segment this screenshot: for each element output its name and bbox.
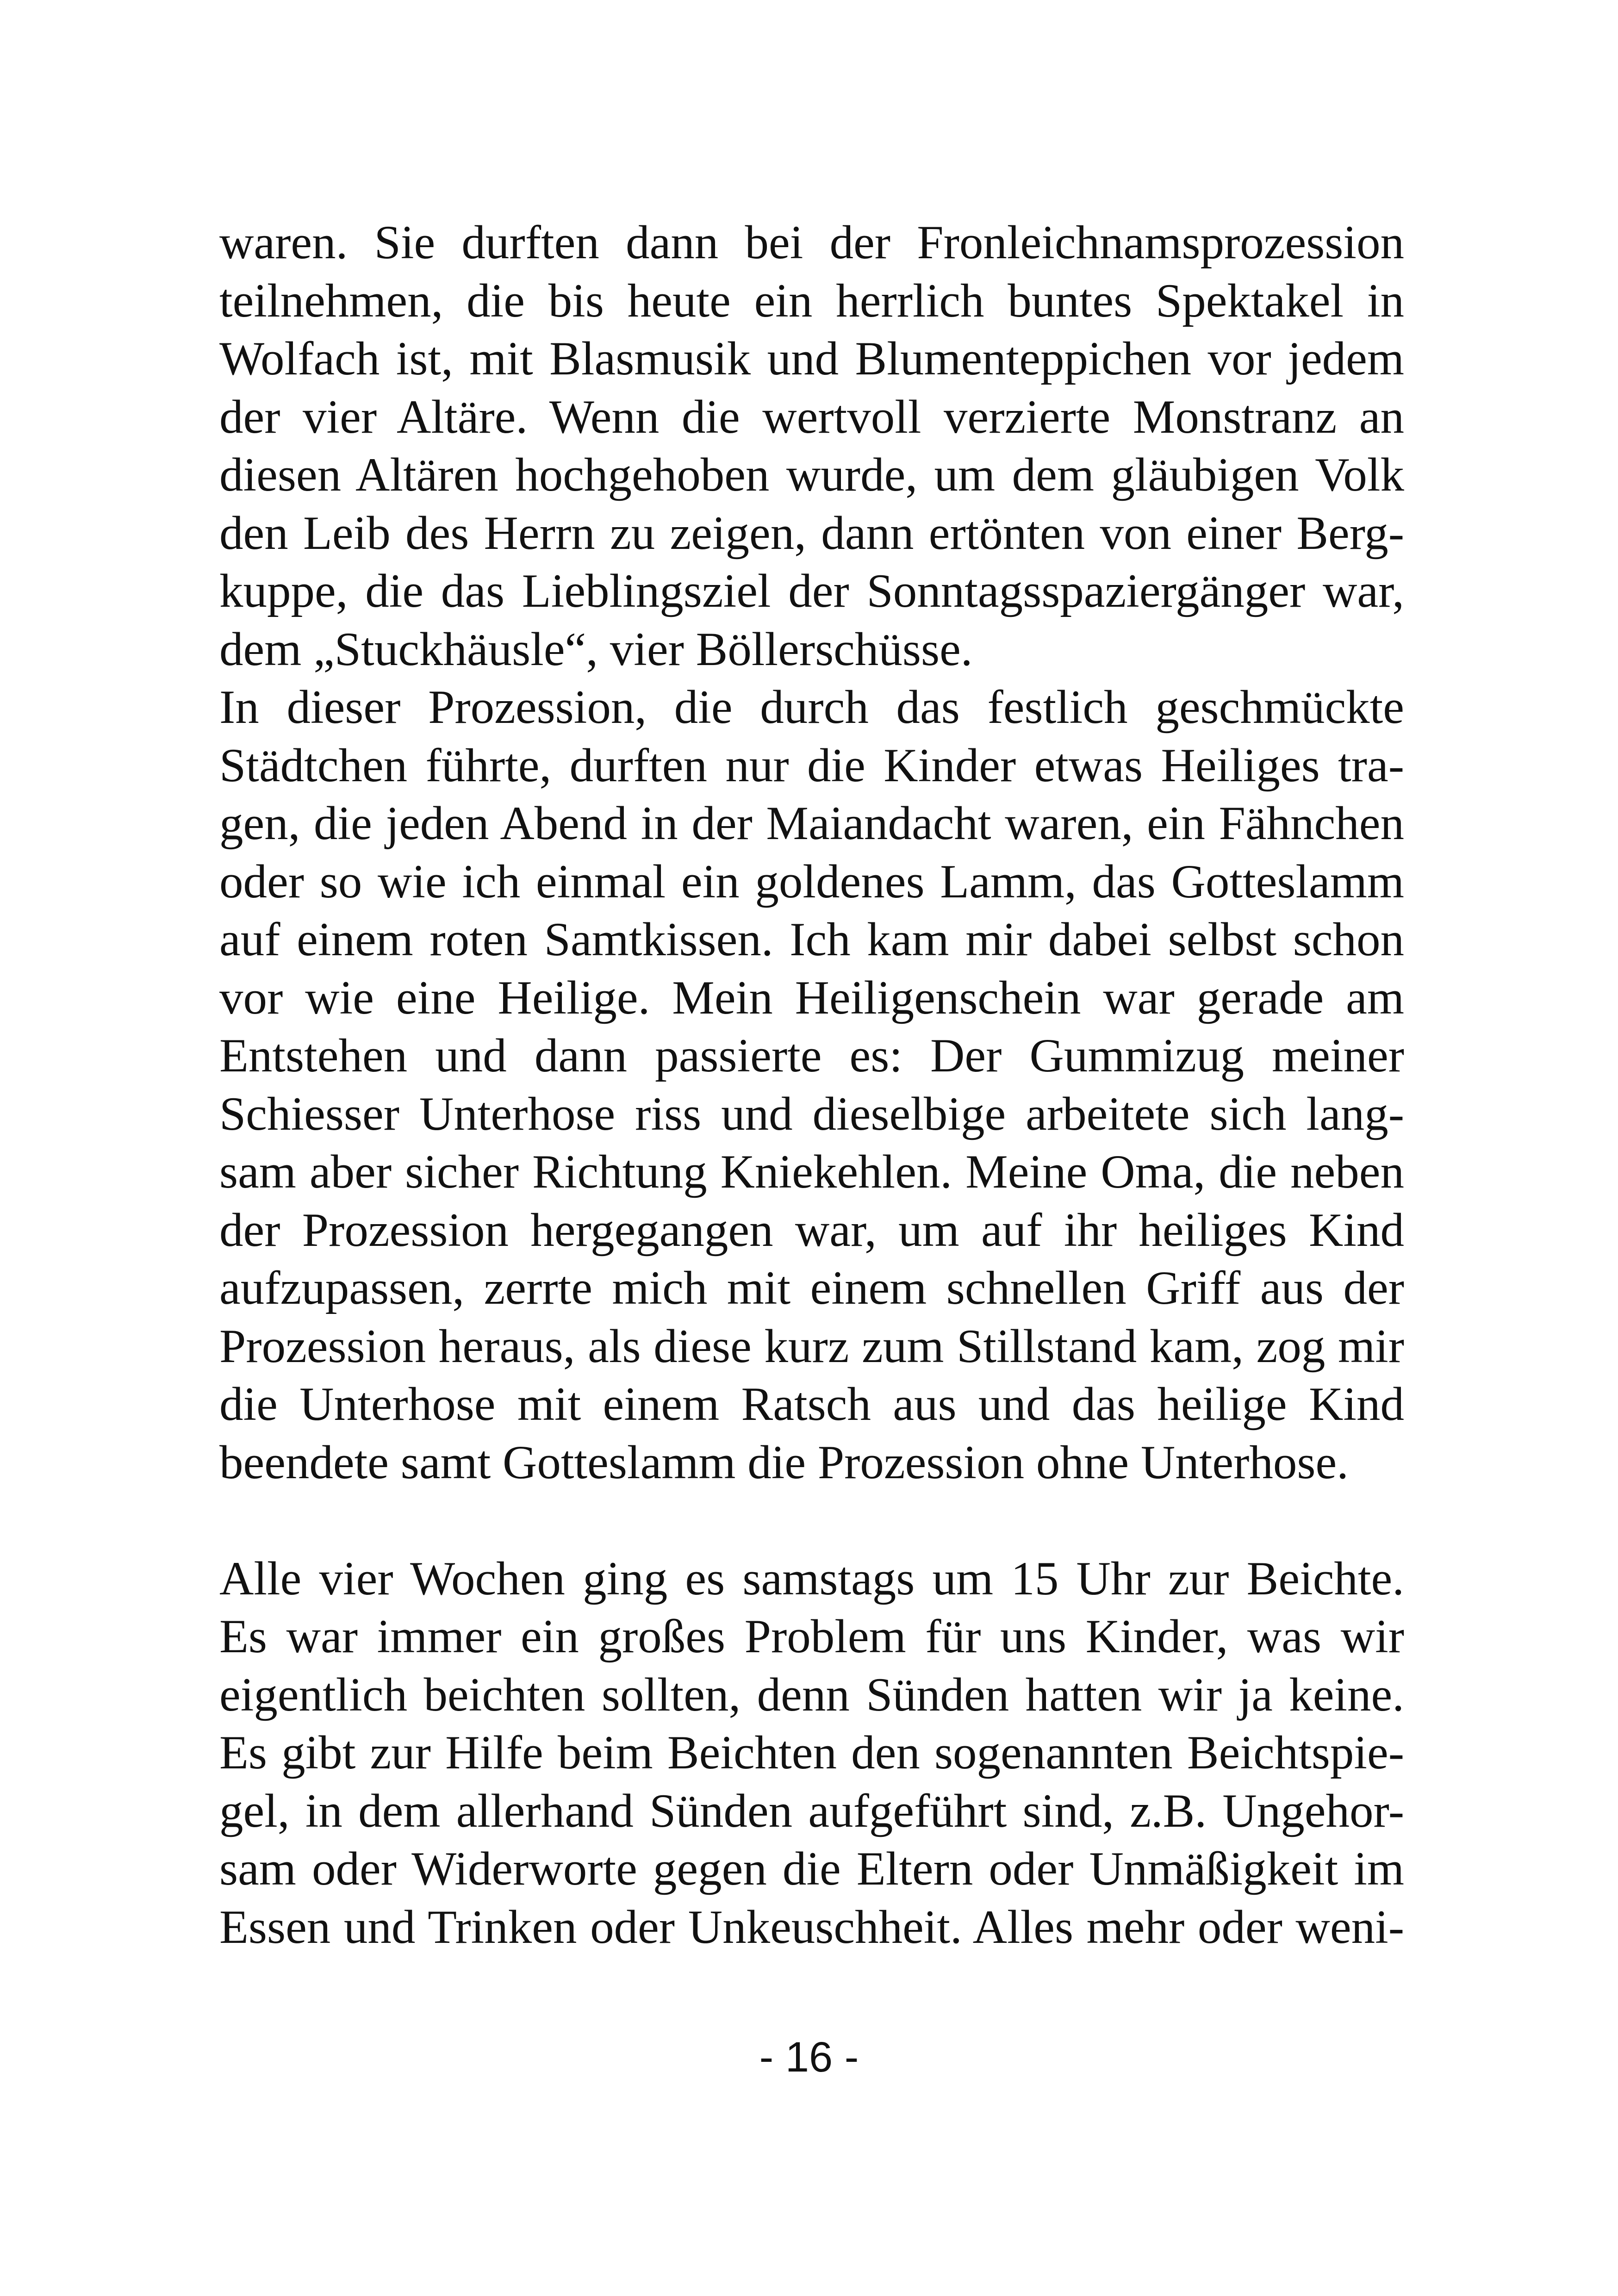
- text-line: der vier Altäre. Wenn die wertvoll verzierte Monstranz an: [219, 390, 1404, 443]
- text-line: beendete samt Gotteslamm die Prozession ohne Unterhose.: [219, 1436, 1349, 1489]
- text-line: eigentlich beichten sollten, denn Sünden hatten wir ja keine.: [219, 1668, 1404, 1721]
- text-line: kuppe, die das Lieblingsziel der Sonntagsspaziergänger war,: [219, 565, 1404, 617]
- text-line: gel, in dem allerhand Sünden aufgeführt sind, z.B. Ungehor-: [219, 1784, 1404, 1837]
- paragraph-2: [219, 678, 1404, 1492]
- text-line: oder so wie ich einmal ein goldenes Lamm, das Gotteslamm: [219, 855, 1404, 908]
- text-line: vor wie eine Heilige. Mein Heiligenschein war gerade am: [219, 971, 1404, 1024]
- text-line: der Prozession hergegangen war, um auf ihr heiliges Kind: [219, 1203, 1404, 1257]
- paragraph-3: [219, 1550, 1404, 1957]
- text-line: In dieser Prozession, die durch das festlich geschmückte: [219, 681, 1404, 734]
- text-line: aufzupassen, zerrte mich mit einem schnellen Griff aus der: [219, 1262, 1404, 1314]
- text-line: sam aber sicher Richtung Kniekehlen. Meine Oma, die neben: [219, 1145, 1404, 1198]
- page-number: - 16 -: [759, 2034, 859, 2081]
- text-line: dem „Stuckhäusle“, vier Böllerschüsse.: [219, 622, 973, 676]
- paragraph-spacer: [219, 1492, 1404, 1550]
- text-line: gen, die jeden Abend in der Maiandacht waren, ein Fähnchen: [219, 797, 1404, 850]
- text-line: Essen und Trinken oder Unkeuschheit. Alles mehr oder weni-: [219, 1900, 1404, 1954]
- text-line: Städtchen führte, durften nur die Kinder etwas Heiliges tra-: [219, 739, 1404, 792]
- text-line: Prozession heraus, als diese kurz zum Stillstand kam, zog mir: [219, 1319, 1404, 1373]
- text-line: auf einem roten Samtkissen. Ich kam mir dabei selbst schon: [219, 913, 1404, 966]
- text-line: diesen Altären hochgehoben wurde, um dem gläubigen Volk: [219, 448, 1404, 501]
- text-line: Es war immer ein großes Problem für uns Kinder, was wir: [219, 1610, 1404, 1663]
- text-line: Entstehen und dann passierte es: Der Gummizug meiner: [219, 1029, 1404, 1082]
- text-line: die Unterhose mit einem Ratsch aus und das heilige Kind: [219, 1378, 1404, 1431]
- text-line: sam oder Widerworte gegen die Eltern oder Unmäßigkeit im: [219, 1842, 1404, 1895]
- text-line: den Leib des Herrn zu zeigen, dann ertönten von einer Berg-: [219, 506, 1404, 560]
- paragraph-1: [219, 214, 1404, 678]
- text-line: waren. Sie durften dann bei der Fronleichnamsprozession: [219, 216, 1404, 269]
- text-line: Alle vier Wochen ging es samstags um 15 Uhr zur Beichte.: [219, 1552, 1404, 1605]
- text-line: Schiesser Unterhose riss und dieselbige arbeitete sich lang-: [219, 1087, 1404, 1140]
- body-text: [219, 214, 1404, 1956]
- text-line: Wolfach ist, mit Blasmusik und Blumenteppichen vor jedem: [219, 332, 1404, 385]
- text-line: teilnehmen, die bis heute ein herrlich buntes Spektakel in: [219, 274, 1404, 327]
- text-line: Es gibt zur Hilfe beim Beichten den sogenannten Beichtspie-: [219, 1726, 1404, 1779]
